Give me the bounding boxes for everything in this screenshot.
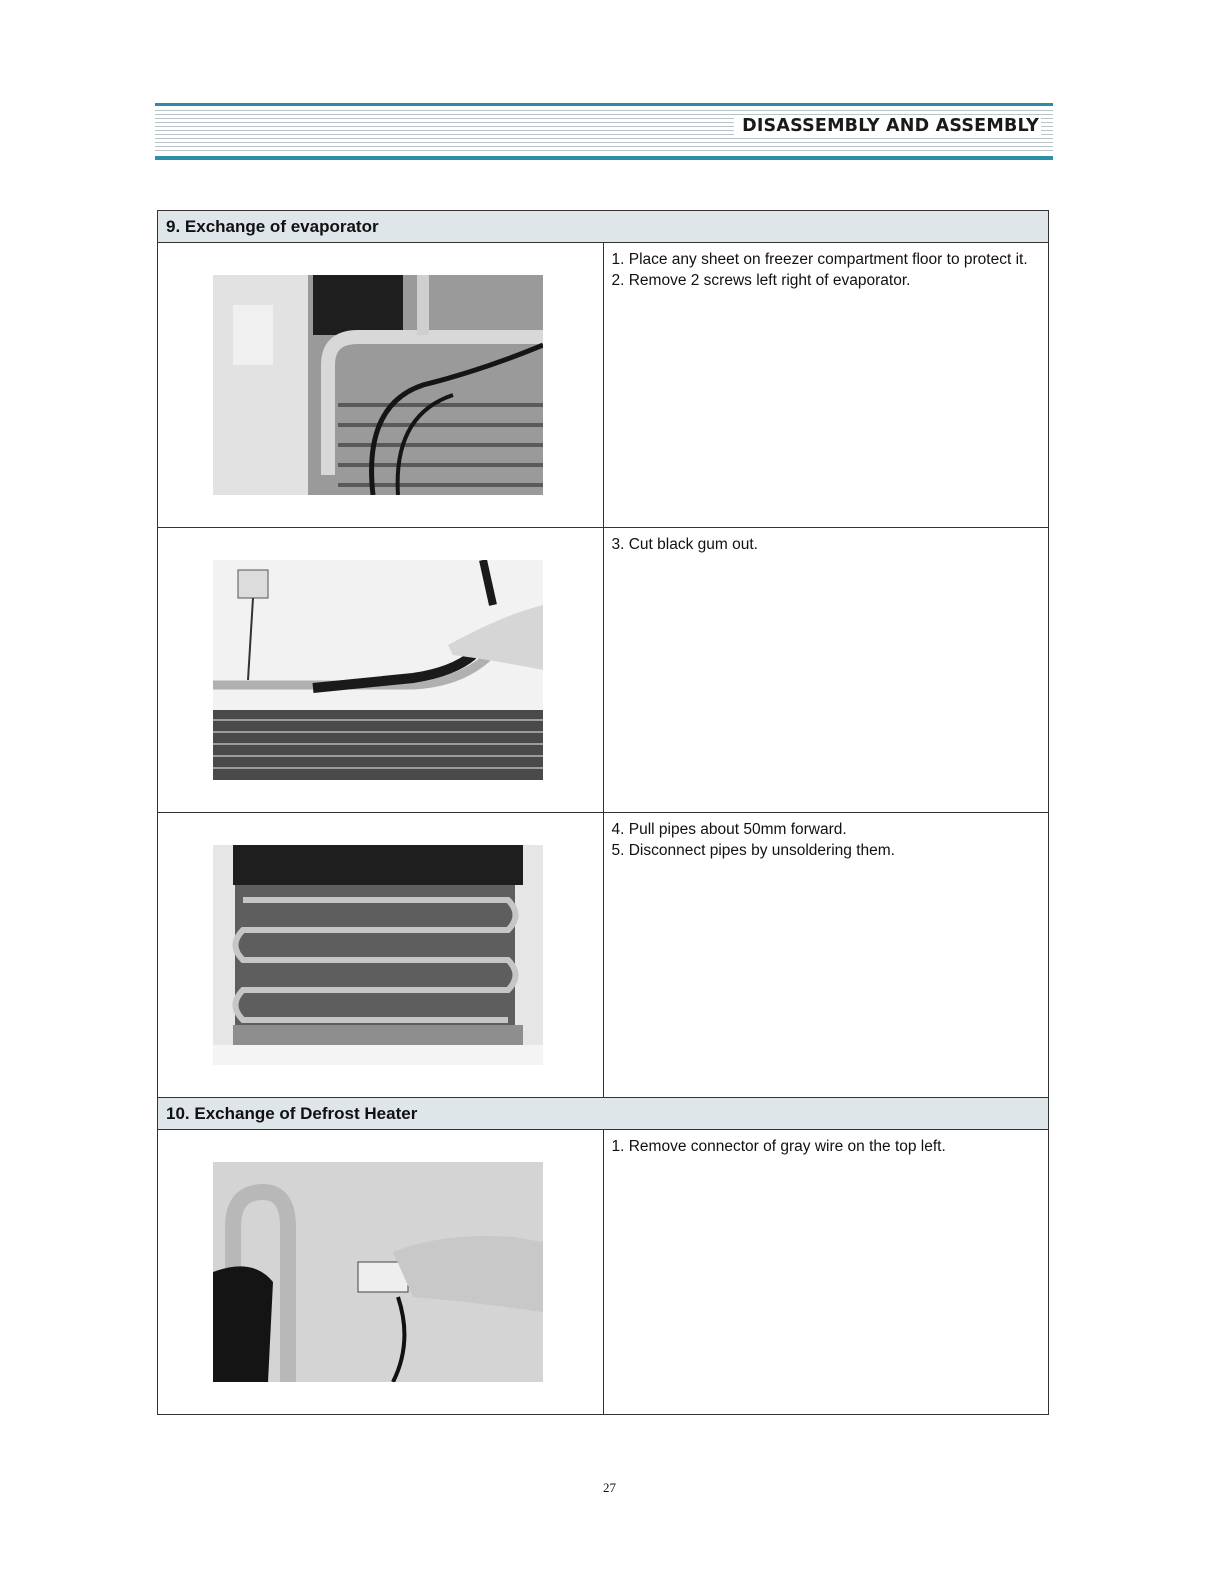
table-row <box>158 243 1049 528</box>
step-text: 5. Disconnect pipes by unsoldering them. <box>611 842 895 859</box>
step-text: 3. Cut black gum out. <box>611 536 758 553</box>
table-row <box>158 528 1049 813</box>
photo-cell <box>158 813 604 1098</box>
instruction-cell <box>603 528 1049 813</box>
gray-wire-connector-photo <box>213 1162 543 1382</box>
header-title: DISASSEMBLY AND ASSEMBLY <box>734 115 1041 137</box>
page-header <box>155 103 1053 161</box>
step-text: 1. Remove connector of gray wire on the top left. <box>611 1138 946 1155</box>
step-text: 1. Place any sheet on freezer compartment floor to protect it. <box>611 251 1028 268</box>
procedure-table <box>157 210 1049 1415</box>
table-row <box>158 1130 1049 1415</box>
photo-cell <box>158 1130 604 1415</box>
step-text: 4. Pull pipes about 50mm forward. <box>611 821 847 838</box>
instruction-cell <box>603 243 1049 528</box>
section-heading-evaporator: 9. Exchange of evaporator <box>158 211 1049 243</box>
evaporator-screws-photo <box>213 275 543 495</box>
photo-cell <box>158 243 604 528</box>
instruction-cell <box>603 1130 1049 1415</box>
page-number: 27 <box>603 1480 616 1495</box>
photo-cell <box>158 528 604 813</box>
section-heading-defrost-heater: 10. Exchange of Defrost Heater <box>158 1098 1049 1130</box>
header-bottom-rule <box>155 156 1053 160</box>
black-gum-cutting-photo <box>213 560 543 780</box>
evaporator-pipes-photo <box>213 845 543 1065</box>
header-top-rule <box>155 103 1053 106</box>
instruction-cell <box>603 813 1049 1098</box>
table-row <box>158 813 1049 1098</box>
step-text: 2. Remove 2 screws left right of evaporator. <box>611 272 911 289</box>
